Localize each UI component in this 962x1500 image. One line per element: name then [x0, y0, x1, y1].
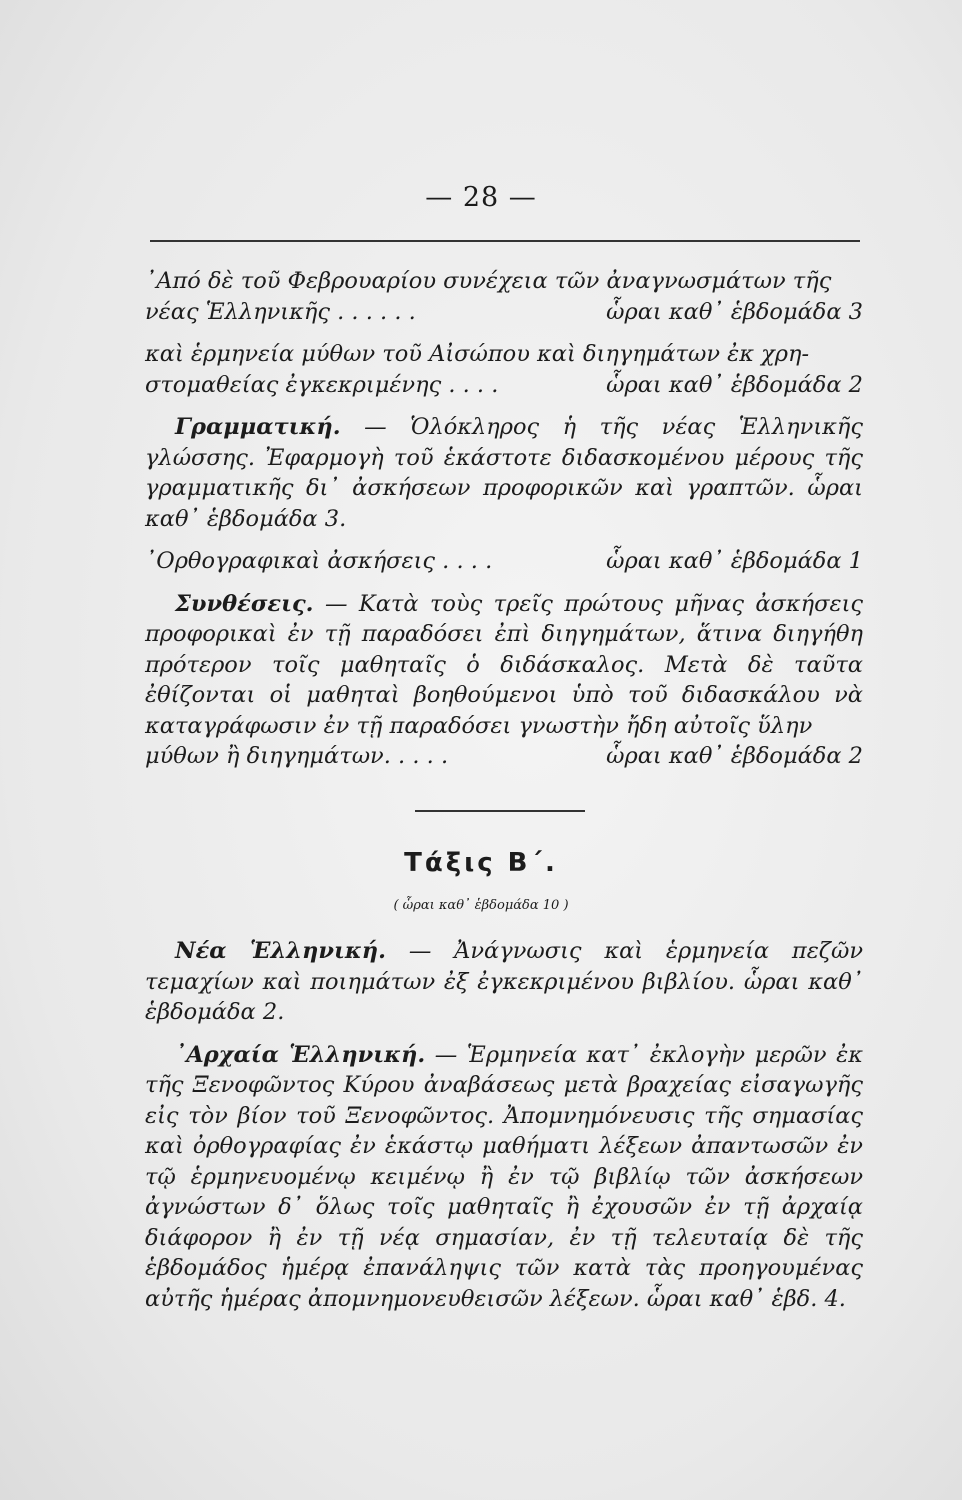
- upper-text-block: [145, 266, 863, 772]
- syntheseis-hours: ὧραι καθ᾿ ἑβδομάδα 2: [606, 743, 863, 769]
- reading-line-2: [145, 297, 863, 328]
- reading-line-2-hours: ὧραι καθ᾿ ἑβδομάδα 3: [606, 298, 863, 325]
- nea-text: — Ἀνάγνωσις καὶ ἑρμηνεία πεζῶν τεμαχίων καὶ ποιημάτων ἐξ ἐγκεκριμένου βιβλίου. ὧραι καθ᾿ ἑβδομάδα 2.: [145, 938, 863, 1025]
- orthography-text: ᾿Ορθογραφικαὶ ἀσκήσεις . . . .: [145, 548, 493, 574]
- nea-paragraph: [145, 936, 863, 1028]
- orthography-hours: ὧραι καθ᾿ ἑβδομάδα 1: [606, 548, 863, 574]
- nea-heading: Νέα Ἑλληνική.: [175, 938, 386, 964]
- reading-line-4-text: στομαθείας ἐγκεκριμένης . . . .: [145, 371, 499, 398]
- reading-line-4-hours: ὧραι καθ᾿ ἑβδομάδα 2: [606, 371, 863, 398]
- syntheseis-last-line: [145, 741, 863, 772]
- reading-line-3: καὶ ἑρμηνεία μύθων τοῦ Αἰσώπου καὶ διηγημάτων ἐκ χρη-: [145, 341, 810, 367]
- reading-line-1: ᾿Από δὲ τοῦ Φεβρουαρίου συνέχεια τῶν ἀναγνωσμάτων τῆς: [145, 268, 832, 294]
- section-title: Τάξις Β΄.: [404, 848, 558, 878]
- syntheseis-text: — Κατὰ τοὺς τρεῖς πρώτους μῆνας ἀσκήσεις προφορικαὶ ἐν τῇ παραδόσει ἐπὶ διηγημάτων, ἅτινα διηγήθη πρότερον τοῖς μαθηταῖς ὁ διδάσκαλος. Μετὰ δὲ ταῦτα ἐθίζονται οἱ μαθηταὶ βοηθούμενοι ὑπὸ τοῦ διδασκάλου νὰ καταγράφωσιν ἐν τῇ παραδόσει γνωστὴν ἤδη αὐτοῖς ὕλην: [145, 590, 863, 739]
- archaia-text: — Ἑρμηνεία κατ᾿ ἐκλογὴν μερῶν ἐκ τῆς Ξενοφῶντος Κύρου ἀναβάσεως μετὰ βραχείας εἰσαγωγῆς εἰς τὸν βίον τοῦ Ξενοφῶντος. Ἀπομνημόνευσις τῆς σημασίας καὶ ὀρθογραφίας ἐν ἑκάστῳ μαθήματι λέξεων ἀπαντωσῶν ἐν τῷ ἑρμηνευομένῳ κειμένῳ ἢ ἐν τῷ βιβλίῳ τῶν ἀσκήσεων ἀγνώστων δ᾿ ὅλως τοῖς μαθηταῖς ἢ ἐχουσῶν ἐν τῇ ἀρχαίᾳ διάφορον ἢ ἐν τῇ νέᾳ σημασίαν, ἐν τῇ τελευταίᾳ δὲ τῆς ἑβδομάδος ἡμέρᾳ ἐπανάληψις τῶν κατὰ τὰς προηγουμένας αὐτῆς ἡμέρας ἀπομνημονευθεισῶν λέξεων. ὧραι καθ᾿ ἑβδ. 4.: [145, 1041, 863, 1312]
- section-subtitle: ( ὧραι καθ᾿ ἑβδομάδα 10 ): [393, 898, 569, 913]
- syntheseis-heading: Συνθέσεις.: [175, 590, 314, 617]
- orthography-line: [145, 546, 863, 577]
- syntheseis-last-text: μύθων ἢ διηγημάτων. . . . .: [145, 743, 449, 769]
- archaia-heading: ᾿Αρχαία Ἑλληνική.: [175, 1041, 426, 1068]
- grammar-paragraph: [145, 412, 863, 534]
- lower-text-block: [145, 936, 863, 1320]
- syntheseis-paragraph: [145, 589, 863, 742]
- section-divider: [415, 810, 585, 812]
- reading-paragraph: [145, 266, 863, 400]
- reading-line-4: [145, 370, 863, 401]
- reading-line-2-text: νέας Ἑλληνικῆς . . . . . .: [145, 298, 416, 325]
- top-rule: [150, 240, 860, 242]
- grammar-heading: Γραμματική.: [175, 414, 341, 440]
- archaia-paragraph: [145, 1040, 863, 1315]
- page-number: — 28 —: [425, 182, 537, 213]
- grammar-text: — Ὁλόκληρος ἡ τῆς νέας Ἑλληνικῆς γλώσσης. Ἐφαρμογὴ τοῦ ἑκάστοτε διδασκομένου μέρους τῆς γραμματικῆς δι᾿ ἀσκήσεων προφορικῶν καὶ γραπτῶν. ὧραι καθ᾿ ἑβδομάδα 3.: [145, 414, 863, 532]
